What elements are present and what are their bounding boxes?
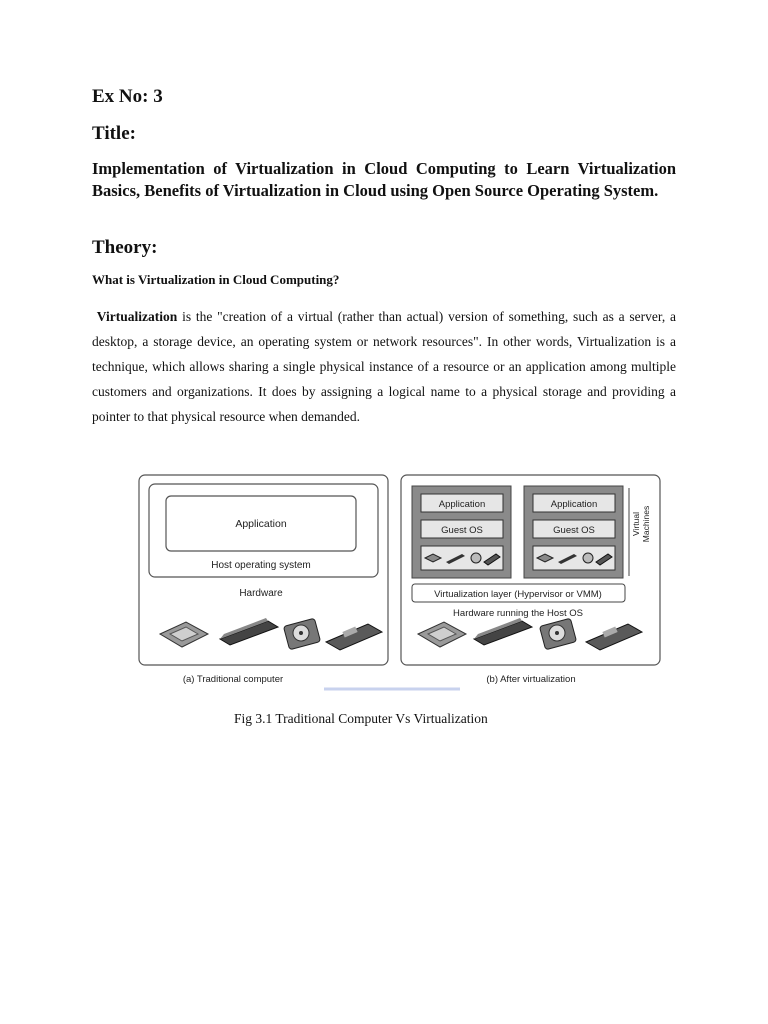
theory-question: What is Virtualization in Cloud Computing? <box>92 272 340 287</box>
vm2-application-text: Application <box>550 499 598 510</box>
left-application-text: Application <box>235 518 287 530</box>
host-os-text: Host operating system <box>211 560 311 571</box>
theory-paragraph <box>92 304 676 429</box>
virtualization-figure <box>138 474 662 692</box>
virtualized-label: (b) After virtualization <box>486 674 576 685</box>
theory-heading: Theory: <box>92 237 158 258</box>
traditional-label: (a) Traditional computer <box>182 674 284 685</box>
vm1-guest-os-text: Guest OS <box>441 525 483 536</box>
hardware-host-text: Hardware running the Host OS <box>453 608 583 619</box>
title-text: Implementation of Virtualization in Cloud Computing to Learn Virtualization Basics, Benefits of Virtualization in Cloud using Open Source Operating System. <box>92 159 676 200</box>
paragraph-term: Virtualization <box>96 309 178 324</box>
hardware-text: Hardware <box>239 588 283 599</box>
exercise-number: Ex No: 3 <box>92 86 163 107</box>
vm1-application-text: Application <box>438 499 486 510</box>
figure-caption: Fig 3.1 Traditional Computer Vs Virtualization <box>234 711 488 726</box>
machines-label: Machines <box>641 505 651 543</box>
virtual-label: Virtual <box>631 512 641 536</box>
virtualization-layer-text: Virtualization layer (Hypervisor or VMM) <box>434 589 602 600</box>
title-label: Title: <box>92 123 136 144</box>
paragraph-body: is the "creation of a virtual (rather than actual) version of something, such as a server, a desktop, a storage device, an operating system or network resources". In other words, Virtualization is a technique, which allows sharing a single physical instance of a resource or an application among multiple customers and organizations. It does by assigning a logical name to a physical storage and providing a pointer to that physical resource when demanded. <box>92 309 677 424</box>
vm2-guest-os-text: Guest OS <box>553 525 595 536</box>
